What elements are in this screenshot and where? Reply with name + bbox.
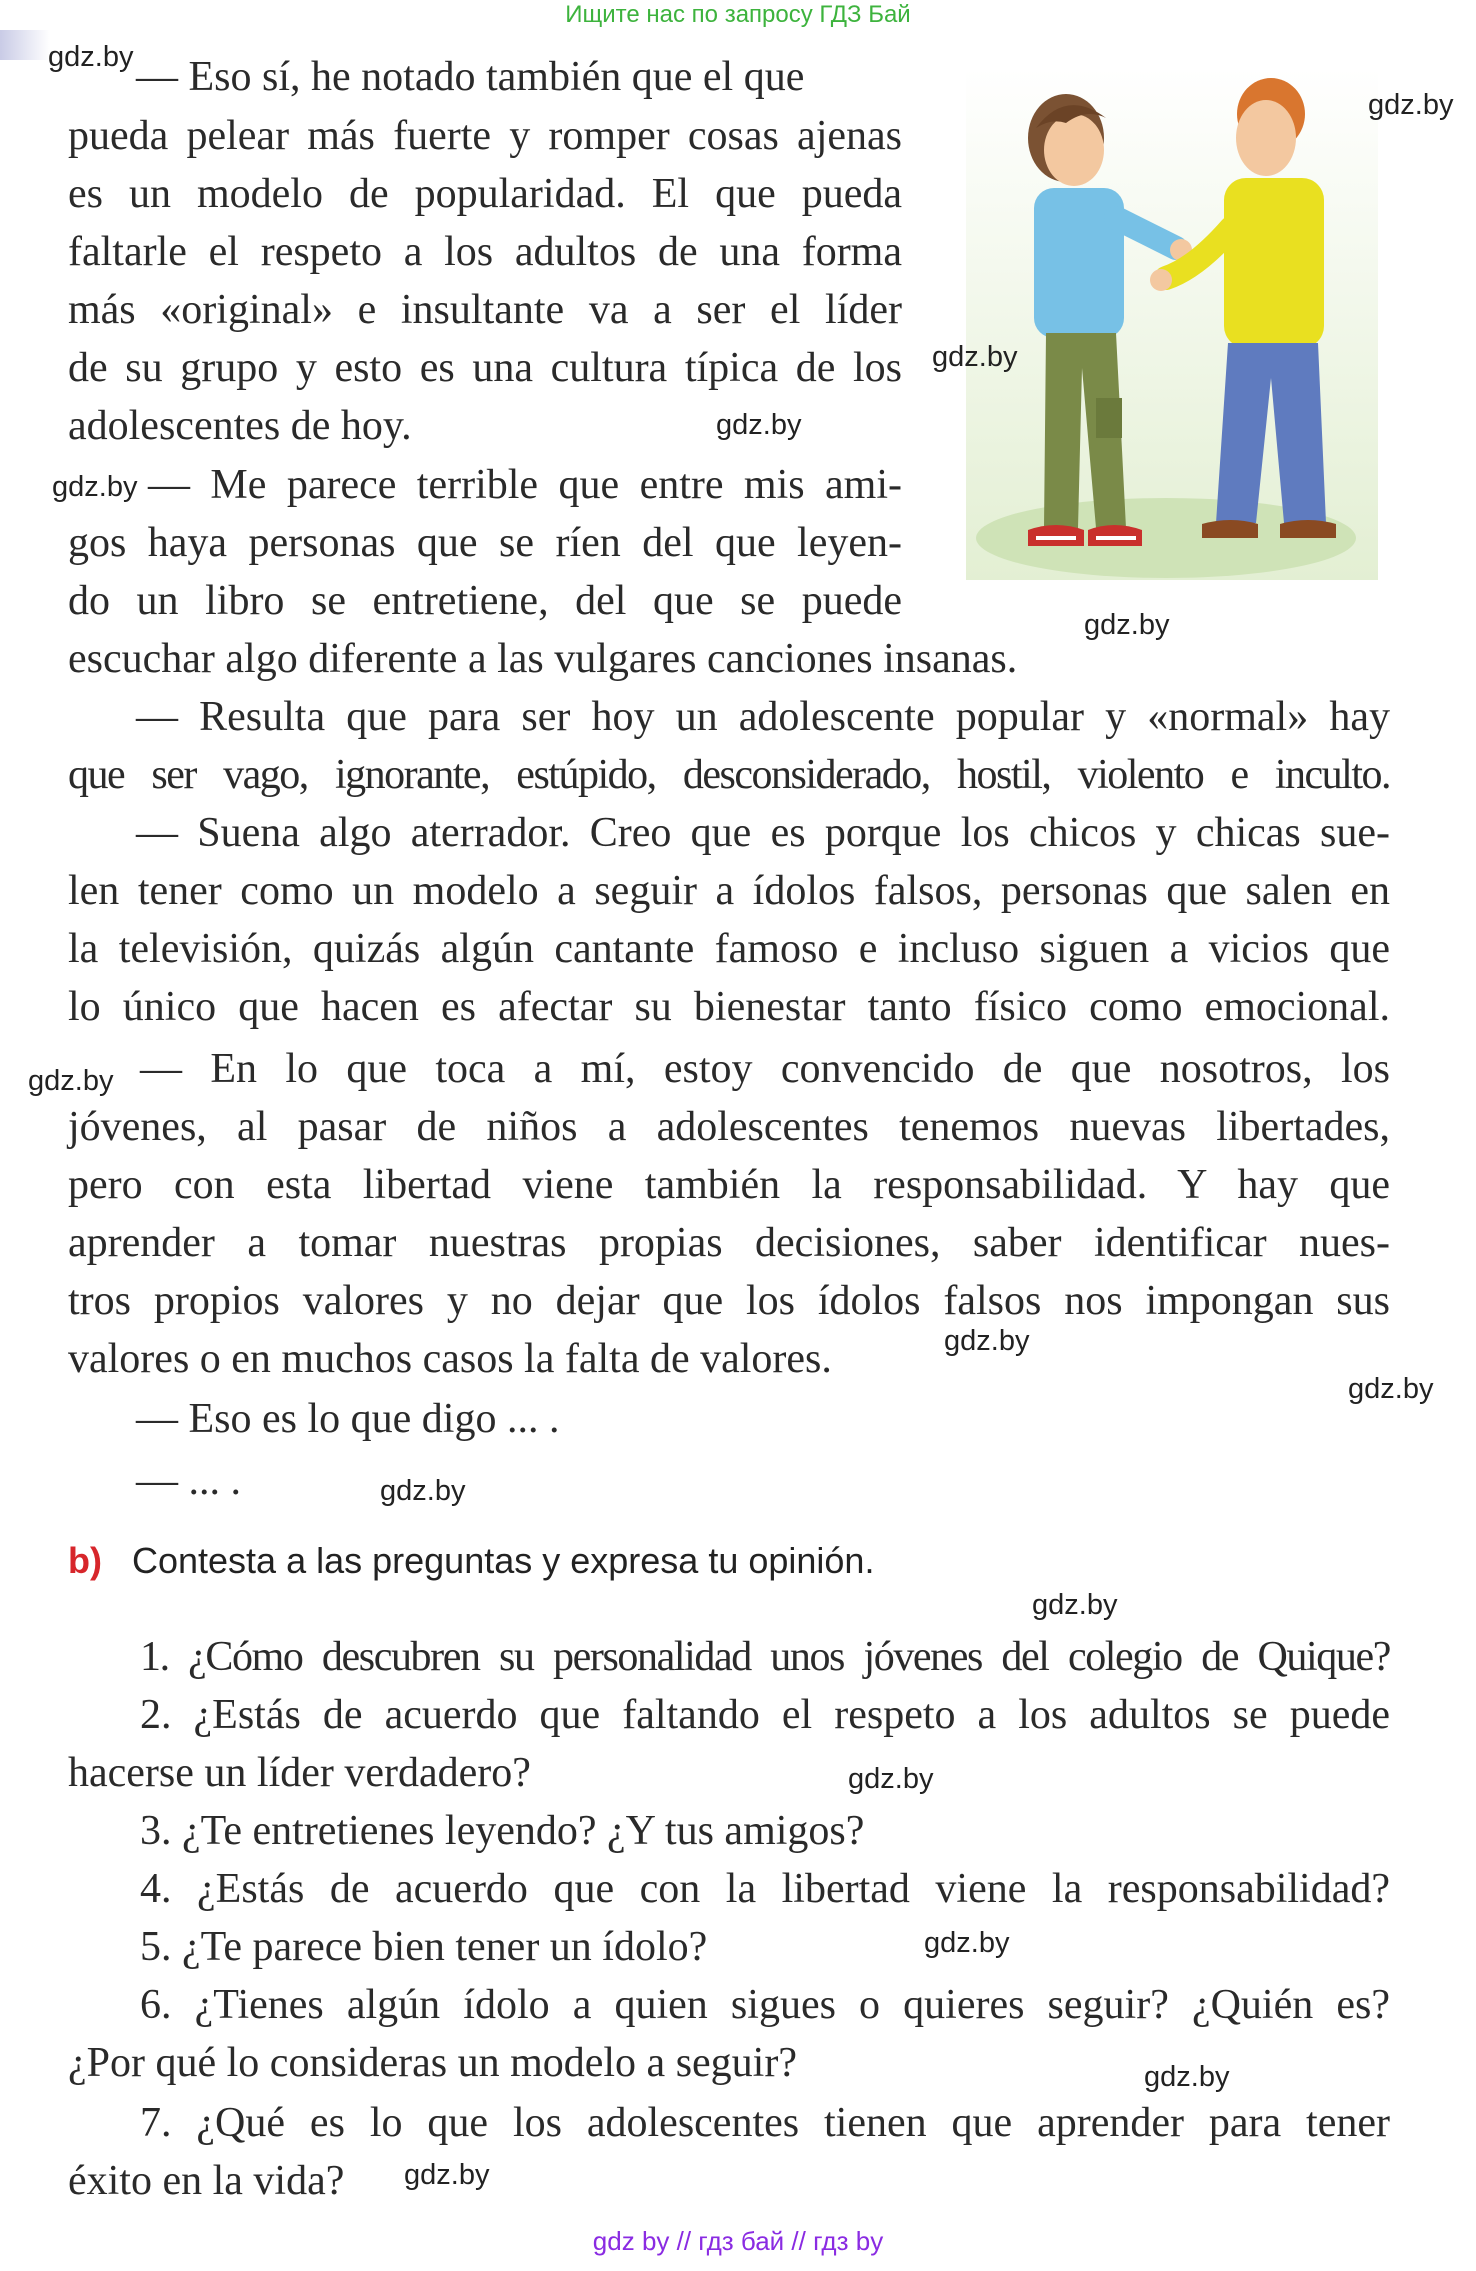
text-line: pueda pelear más fuerte y romper cosas ajenas <box>68 113 902 159</box>
text-line: valores o en muchos casos la falta de valores. <box>68 1336 832 1382</box>
text-line: faltarle el respeto a los adultos de una forma <box>68 229 902 275</box>
watermark: gdz.by <box>380 1475 466 1507</box>
text-line: de su grupo y esto es una cultura típica de los <box>68 345 902 391</box>
text-line: adolescentes de hoy. <box>68 403 412 449</box>
section-b-heading <box>68 1538 874 1584</box>
dialogue-paragraph-6: — Eso es lo que digo ... . <box>136 1396 560 1442</box>
watermark: gdz.by <box>1348 1373 1434 1405</box>
watermark: gdz.by <box>1084 609 1170 641</box>
text-line: aprender a tomar nuestras propias decisiones, saber identificar nues- <box>68 1220 1390 1266</box>
watermark: gdz.by <box>52 471 138 503</box>
question-7: 7. ¿Qué es lo que los adolescentes tienen que aprender para tener <box>140 2100 1390 2146</box>
footer-links[interactable]: gdz by // гдз бай // гдз by <box>592 2226 884 2256</box>
watermark: gdz.by <box>48 41 134 73</box>
watermark: gdz.by <box>28 1065 114 1097</box>
question-7-cont: éxito en la vida? <box>68 2158 345 2204</box>
question-6: 6. ¿Tienes algún ídolo a quien sigues o quieres seguir? ¿Quién es? <box>140 1982 1390 2028</box>
text-line: — Me parece terrible que entre mis ami- <box>148 462 902 508</box>
dialogue-paragraph-7: — ... . <box>136 1458 241 1504</box>
text-line: — Suena algo aterrador. Creo que es porque los chicos y chicas sue- <box>136 810 1390 856</box>
watermark: gdz.by <box>404 2159 490 2191</box>
two-boys-talking-illustration <box>966 68 1378 580</box>
section-letter: b) <box>68 1540 102 1581</box>
text-line: más «original» e insultante va a ser el líder <box>68 287 902 333</box>
watermark: gdz.by <box>1368 89 1454 121</box>
question-4: 4. ¿Estás de acuerdo que con la libertad viene la responsabilidad? <box>140 1866 1390 1912</box>
text-line: do un libro se entretiene, del que se puede <box>68 578 902 624</box>
text-line: pero con esta libertad viene también la responsabilidad. Y hay que <box>68 1162 1390 1208</box>
illustration-svg <box>966 68 1378 580</box>
watermark: gdz.by <box>1144 2061 1230 2093</box>
question-2-cont: hacerse un líder verdadero? <box>68 1750 531 1796</box>
watermark: gdz.by <box>1032 1589 1118 1621</box>
watermark: gdz.by <box>944 1325 1030 1357</box>
watermark: gdz.by <box>932 341 1018 373</box>
top-banner[interactable]: Ищите нас по запросу ГДЗ Бай <box>565 1 911 28</box>
text-line: lo único que hacen es afectar su bienestar tanto físico como emocional. <box>68 984 1390 1030</box>
text-line: la televisión, quizás algún cantante famoso e incluso siguen a vicios que <box>68 926 1390 972</box>
text-line: gos haya personas que se ríen del que leyen- <box>68 520 902 566</box>
text-line: es un modelo de popularidad. El que pueda <box>68 171 902 217</box>
text-line: escuchar algo diferente a las vulgares canciones insanas. <box>68 636 1018 682</box>
watermark: gdz.by <box>716 409 802 441</box>
question-3: 3. ¿Te entretienes leyendo? ¿Y tus amigos? <box>140 1808 865 1854</box>
section-instruction: Contesta a las preguntas y expresa tu opinión. <box>131 1540 875 1581</box>
text-line: — En lo que toca a mí, estoy convencido de que nosotros, los <box>140 1046 1390 1092</box>
watermark: gdz.by <box>924 1927 1010 1959</box>
question-5: 5. ¿Te parece bien tener un ídolo? <box>140 1924 708 1970</box>
text-line: — Resulta que para ser hoy un adolescente popular y «normal» hay <box>136 694 1390 740</box>
text-line: — Eso sí, he notado también que el que <box>136 54 805 100</box>
text-line: que ser vago, ignorante, estúpido, desconsiderado, hostil, violento e inculto. <box>68 752 1390 798</box>
text-line: tros propios valores y no dejar que los ídolos falsos nos impongan sus <box>68 1278 1390 1324</box>
text-line: len tener como un modelo a seguir a ídolos falsos, personas que salen en <box>68 868 1390 914</box>
corner-tab <box>0 30 50 60</box>
question-1: 1. ¿Cómo descubren su personalidad unos jóvenes del colegio de Quique? <box>140 1634 1390 1680</box>
question-6-cont: ¿Por qué lo consideras un modelo a seguir? <box>68 2040 797 2086</box>
watermark: gdz.by <box>848 1763 934 1795</box>
question-2: 2. ¿Estás de acuerdo que faltando el respeto a los adultos se puede <box>140 1692 1390 1738</box>
text-line: jóvenes, al pasar de niños a adolescentes tenemos nuevas libertades, <box>68 1104 1390 1150</box>
